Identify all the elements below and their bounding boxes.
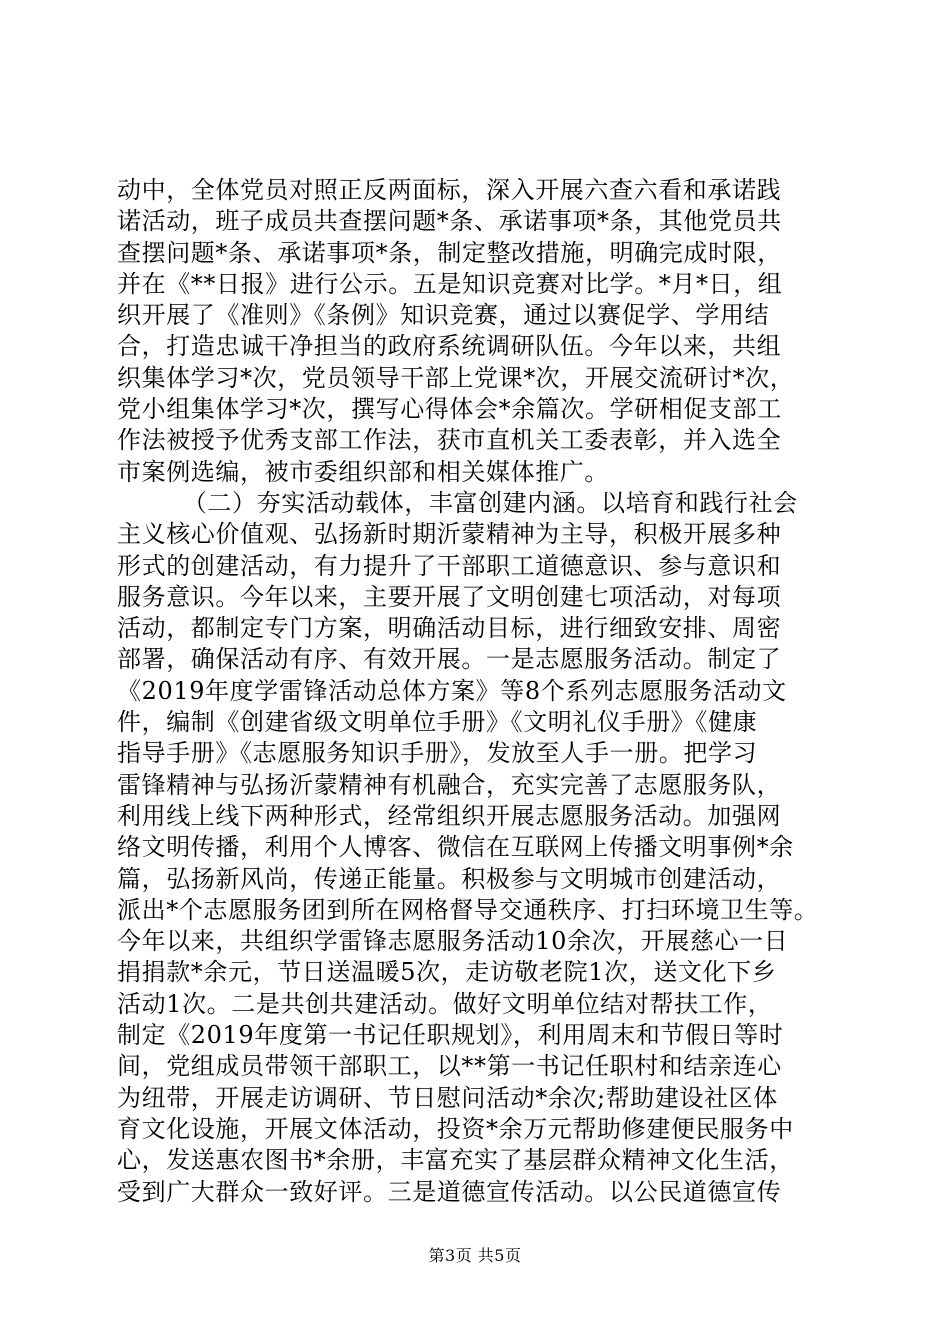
text-line: 查摆问题*条、承诺事项*条，制定整改措施，明确完成时限， [117, 238, 782, 267]
text-line: 为纽带，开展走访调研、节日慰问活动*余次;帮助建设社区体 [117, 1083, 778, 1112]
text-line: 利用线上线下两种形式，经常组织开展志愿服务活动。加强网 [117, 801, 782, 830]
text-line: 今年以来，共组织学雷锋志愿服务活动10余次，开展慈心一日 [117, 927, 789, 956]
text-line: 育文化设施，开展文体活动，投资*余万元帮助修建便民服务中 [117, 1114, 794, 1143]
text-line: 心，发送惠农图书*余册，丰富充实了基层群众精神文化生活， [117, 1146, 794, 1175]
text-line: 受到广大群众一致好评。三是道德宣传活动。以公民道德宣传 [117, 1177, 782, 1206]
text-line: 活动，都制定专门方案，明确活动目标，进行细致安排、周密 [117, 614, 782, 643]
text-line: 诺活动，班子成员共查摆问题*条、承诺事项*条，其他党员共 [117, 207, 782, 236]
text-line: 并在《**日报》进行公示。五是知识竞赛对比学。*月*日，组 [117, 269, 783, 298]
text-line: 织开展了《准则》《条例》知识竞赛，通过以赛促学、学用结 [117, 301, 770, 330]
text-line: 《2019年度学雷锋活动总体方案》等8个系列志愿服务活动文 [117, 676, 787, 705]
text-line: 合，打造忠诚干净担当的政府系统调研队伍。今年以来，共组 [117, 332, 782, 361]
text-line: 雷锋精神与弘扬沂蒙精神有机融合，充实完善了志愿服务队， [117, 770, 782, 799]
text-line: 络文明传播，利用个人博客、微信在互联网上传播文明事例*余 [117, 833, 794, 862]
text-line: 织集体学习*次，党员领导干部上党课*次，开展交流研讨*次， [117, 363, 795, 392]
text-line: 形式的创建活动，有力提升了干部职工道德意识、参与意识和 [117, 551, 782, 580]
text-line: 部署，确保活动有序、有效开展。一是志愿服务活动。制定了 [117, 645, 782, 674]
text-line: 动中，全体党员对照正反两面标，深入开展六查六看和承诺践 [117, 176, 782, 204]
section-heading-line: （二）夯实活动载体，丰富创建内涵。以培育和践行社会 [117, 488, 798, 517]
text-line: 市案例选编，被市委组织部和相关媒体推广。 [117, 457, 609, 486]
text-line: 件，编制《创建省级文明单位手册》《文明礼仪手册》《健康 [117, 708, 758, 737]
text-line: 指导手册》《志愿服务知识手册》，发放至人手一册。把学习 [117, 739, 758, 768]
text-line: 派出*个志愿服务团到所在网格督导交通秩序、打扫环境卫生等。 [117, 895, 819, 924]
text-line: 党小组集体学习*次，撰写心得体会*余篇次。学研相促支部工 [117, 395, 782, 424]
page-number-footer: 第3页 共5页 [428, 1246, 522, 1265]
text-line: 活动1次。二是共创共建活动。做好文明单位结对帮扶工作， [117, 989, 773, 1018]
text-line: 捐捐款*余元，节日送温暖5次，走访敬老院1次，送文化下乡 [117, 958, 777, 987]
text-line: 主义核心价值观、弘扬新时期沂蒙精神为主导，积极开展多种 [117, 520, 782, 549]
text-line: 间，党组成员带领干部职工，以**第一书记任职村和结亲连心 [117, 1052, 782, 1081]
body-text [117, 175, 837, 1208]
text-line: 服务意识。今年以来，主要开展了文明创建七项活动，对每项 [117, 582, 782, 611]
text-line: 作法被授予优秀支部工作法，获市直机关工委表彰，并入选全 [117, 426, 782, 455]
text-line: 篇，弘扬新风尚，传递正能量。积极参与文明城市创建活动， [117, 864, 782, 893]
text-line: 制定《2019年度第一书记任职规划》，利用周末和节假日等时 [117, 1021, 784, 1050]
